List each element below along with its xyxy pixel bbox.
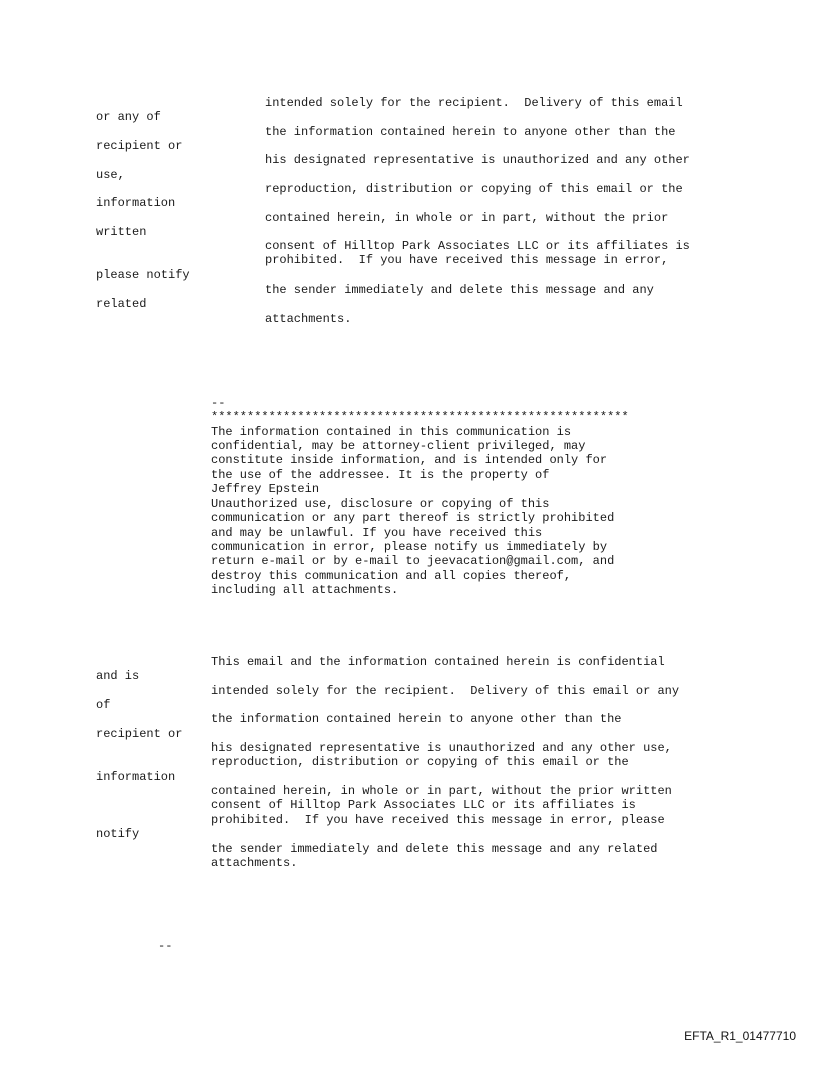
- block1-line-10: written: [96, 225, 147, 239]
- block2-line-6: the use of the addressee. It is the property of: [211, 468, 550, 482]
- block3-line-2: and is: [96, 669, 140, 683]
- block3-line-5: the information contained herein to anyone other than the: [211, 712, 622, 726]
- block2-line-10: and may be unlawful. If you have received this: [211, 526, 543, 540]
- document-id-footer: EFTA_R1_01477710: [684, 1029, 796, 1043]
- block3-line-1: This email and the information contained herein is confidential: [211, 655, 665, 669]
- block3-line-15: attachments.: [211, 856, 298, 870]
- block2-line-1: --: [211, 396, 226, 410]
- block3-line-13: notify: [96, 827, 140, 841]
- block1-line-16: attachments.: [265, 312, 352, 326]
- block2-line-13: destroy this communication and all copies thereof,: [211, 569, 572, 583]
- block1-line-4: recipient or: [96, 139, 183, 153]
- block1-line-9: contained herein, in whole or in part, without the prior: [265, 211, 669, 225]
- block2-line-7: Jeffrey Epstein: [211, 482, 320, 496]
- block1-line-11: consent of Hilltop Park Associates LLC or its affiliates is: [265, 239, 690, 253]
- block2-line-5: constitute inside information, and is intended only for: [211, 453, 608, 467]
- block3-line-10: contained herein, in whole or in part, without the prior written: [211, 784, 672, 798]
- block3-line-8: reproduction, distribution or copying of this email or the: [211, 755, 629, 769]
- block2-line-12: return e-mail or by e-mail to jeevacation@gmail.com, and: [211, 554, 615, 568]
- block1-line-8: information: [96, 196, 176, 210]
- block1-line-12: prohibited. If you have received this message in error,: [265, 253, 669, 267]
- block2-line-11: communication in error, please notify us immediately by: [211, 540, 608, 554]
- block3-line-7: his designated representative is unauthorized and any other use,: [211, 741, 672, 755]
- block1-line-15: related: [96, 297, 147, 311]
- block1-line-6: use,: [96, 168, 125, 182]
- block1-line-14: the sender immediately and delete this message and any: [265, 283, 654, 297]
- block1-line-13: please notify: [96, 268, 190, 282]
- block3-line-9: information: [96, 770, 176, 784]
- block2-line-2: **********************************************************: [211, 410, 629, 424]
- block1-line-5: his designated representative is unauthorized and any other: [265, 153, 690, 167]
- block1-line-2: or any of: [96, 110, 161, 124]
- block1-line-1: intended solely for the recipient. Delivery of this email: [265, 96, 683, 110]
- block3-line-3: intended solely for the recipient. Delivery of this email or any: [211, 684, 680, 698]
- block3-line-11: consent of Hilltop Park Associates LLC or its affiliates is: [211, 798, 636, 812]
- block1-line-7: reproduction, distribution or copying of this email or the: [265, 182, 683, 196]
- block3-line-6: recipient or: [96, 727, 183, 741]
- block1-line-3: the information contained herein to anyone other than the: [265, 125, 676, 139]
- block3-line-14: the sender immediately and delete this message and any related: [211, 842, 658, 856]
- block2-line-3: The information contained in this communication is: [211, 425, 572, 439]
- block2-line-14: including all attachments.: [211, 583, 399, 597]
- block2-line-8: Unauthorized use, disclosure or copying of this: [211, 497, 550, 511]
- block2-line-9: communication or any part thereof is strictly prohibited: [211, 511, 615, 525]
- block2-line-4: confidential, may be attorney-client privileged, may: [211, 439, 586, 453]
- block3-line-12: prohibited. If you have received this message in error, please: [211, 813, 665, 827]
- trailing-dashes: --: [158, 939, 173, 953]
- block3-line-4: of: [96, 698, 111, 712]
